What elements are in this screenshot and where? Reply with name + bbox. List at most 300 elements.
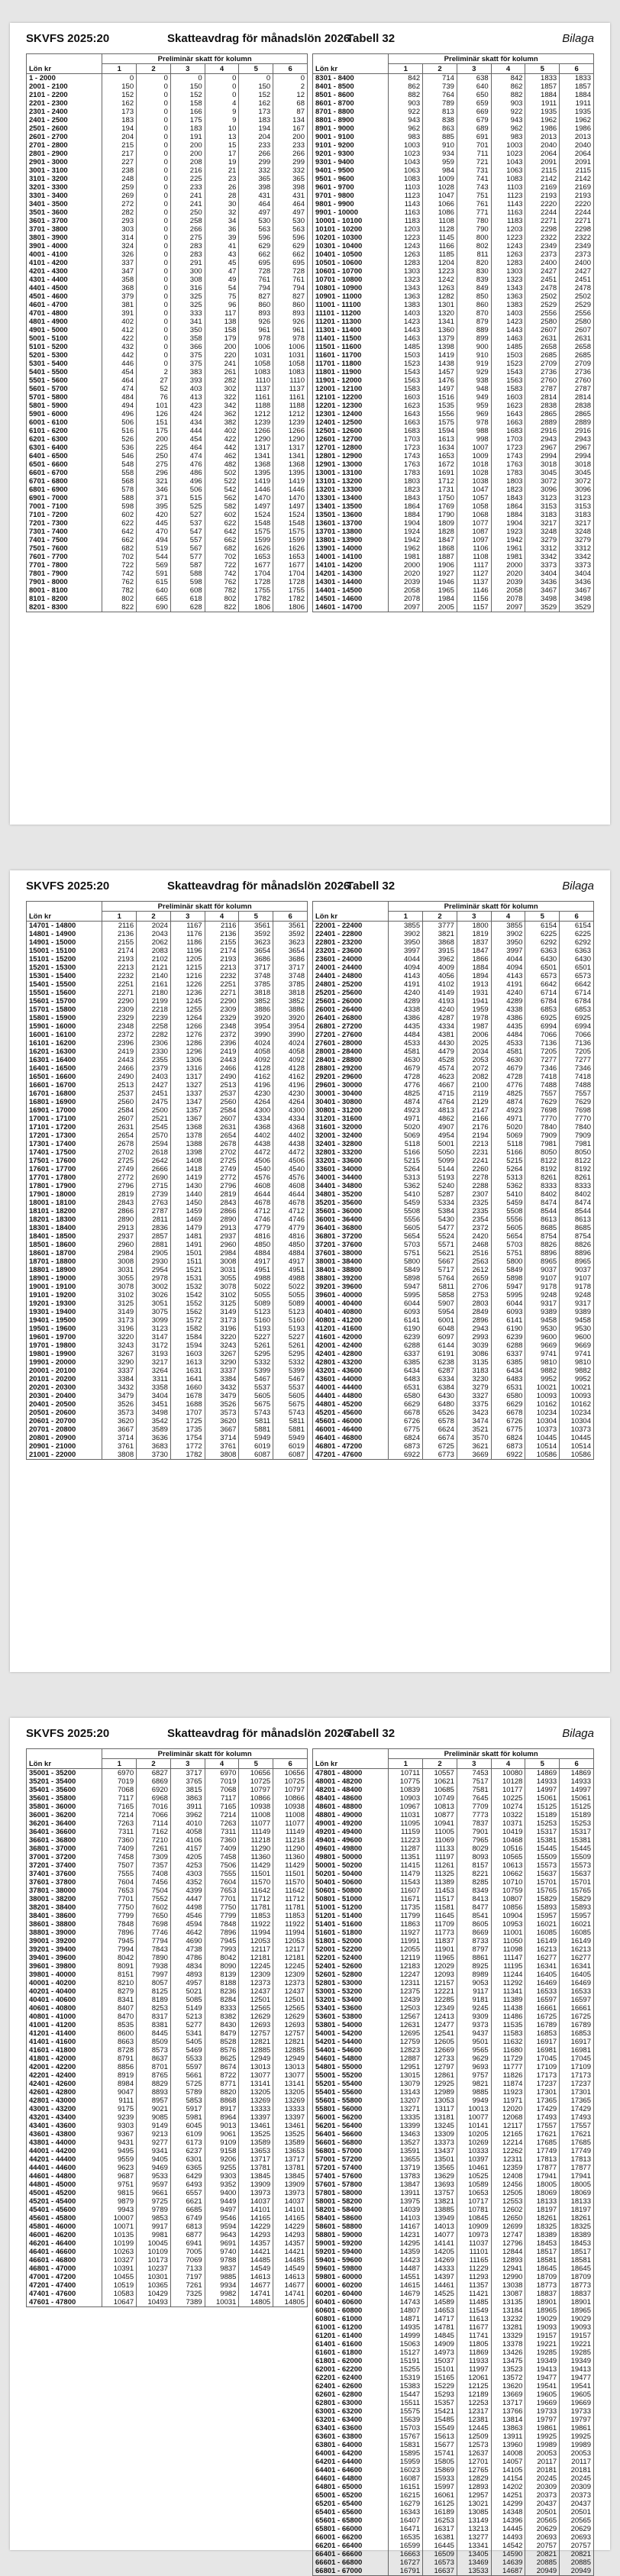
tax-amount-cell: 4479 xyxy=(423,1048,457,1056)
tax-amount-cell: 598 xyxy=(170,578,205,586)
tax-amount-cell: 11197 xyxy=(423,1853,457,1861)
tax-amount-cell: 2020 xyxy=(389,570,423,578)
table-row xyxy=(27,502,308,511)
tax-amount-cell: 7214 xyxy=(102,1811,137,1819)
tax-amount-cell: 15957 xyxy=(560,1912,594,1920)
table-row xyxy=(313,1375,594,1383)
tax-amount-cell: 17109 xyxy=(560,2063,594,2071)
tax-amount-cell: 6190 xyxy=(491,1325,525,1333)
tax-amount-cell: 893 xyxy=(239,309,273,318)
table-row xyxy=(27,1903,308,1912)
tax-amount-cell: 4576 xyxy=(273,1173,308,1182)
income-range-cell: 2301 - 2400 xyxy=(27,108,102,116)
tax-amount-cell: 43 xyxy=(205,250,239,259)
tax-amount-cell: 13245 xyxy=(423,2122,457,2130)
table-row xyxy=(313,250,594,259)
table-row xyxy=(313,444,594,452)
tax-amount-cell: 5149 xyxy=(170,2004,205,2013)
tax-amount-cell: 2244 xyxy=(525,208,560,217)
tax-amount-cell: 0 xyxy=(273,74,308,83)
tax-amount-cell: 12757 xyxy=(239,2029,273,2038)
table-row xyxy=(27,1048,308,1056)
income-range-cell: 58201 - 58400 xyxy=(313,2206,389,2214)
tax-amount-cell: 7698 xyxy=(525,1106,560,1115)
tax-amount-cell: 8965 xyxy=(525,1257,560,1266)
tax-amount-cell: 568 xyxy=(102,477,137,486)
table-row xyxy=(27,1769,308,1778)
tax-amount-cell: 464 xyxy=(239,200,273,208)
income-range-cell: 35801 - 36000 xyxy=(27,1803,102,1811)
tax-amount-cell: 75 xyxy=(205,292,239,301)
income-range-cell: 35001 - 35200 xyxy=(27,1769,102,1778)
tax-amount-cell: 14357 xyxy=(239,2239,273,2248)
tax-amount-cell: 546 xyxy=(102,452,137,460)
tax-amount-cell: 20693 xyxy=(525,2533,560,2542)
tax-amount-cell: 16661 xyxy=(525,2004,560,2013)
tax-amount-cell: 3312 xyxy=(560,544,594,553)
tax-amount-cell: 2943 xyxy=(560,435,594,444)
tax-amount-cell: 19605 xyxy=(525,2390,560,2399)
tax-amount-cell: 11005 xyxy=(423,1828,457,1836)
tax-amount-cell: 983 xyxy=(491,133,525,141)
tax-amount-cell: 19 xyxy=(205,158,239,166)
tax-amount-cell: 12055 xyxy=(389,1945,423,1954)
tax-amount-cell: 7840 xyxy=(525,1123,560,1131)
tax-amount-cell: 7837 xyxy=(457,1819,491,1828)
tax-amount-cell: 17365 xyxy=(525,2097,560,2105)
tax-amount-cell: 6430 xyxy=(423,1392,457,1400)
tax-amount-cell: 11077 xyxy=(239,1819,273,1828)
tax-amount-cell: 423 xyxy=(170,402,205,410)
tax-amount-cell: 18261 xyxy=(560,2214,594,2223)
tax-amount-cell: 0 xyxy=(137,208,171,217)
tax-amount-cell: 10710 xyxy=(491,1878,525,1887)
tax-amount-cell: 1097 xyxy=(457,536,491,544)
tax-amount-cell: 7165 xyxy=(102,1803,137,1811)
tax-amount-cell: 1833 xyxy=(560,74,594,83)
tax-amount-cell: 462 xyxy=(205,452,239,460)
tax-amount-cell: 1163 xyxy=(389,208,423,217)
tax-amount-cell: 446 xyxy=(102,360,137,368)
tax-amount-cell: 11863 xyxy=(389,1920,423,1929)
tax-amount-cell: 4667 xyxy=(423,1081,457,1089)
tax-amount-cell: 14845 xyxy=(423,2332,457,2340)
tax-amount-cell: 1103 xyxy=(491,183,525,192)
tax-amount-cell: 1383 xyxy=(491,301,525,309)
tax-amount-cell: 1683 xyxy=(491,427,525,435)
attachment-badge: Bilaga xyxy=(562,880,594,893)
income-range-cell: 34001 - 34400 xyxy=(313,1173,389,1182)
tax-amount-cell: 1306 xyxy=(170,1056,205,1064)
tax-amount-cell: 11735 xyxy=(389,1903,423,1912)
tax-amount-cell: 183 xyxy=(102,116,137,124)
tax-amount-cell: 208 xyxy=(170,158,205,166)
tax-amount-cell: 1677 xyxy=(239,561,273,570)
tax-amount-cell: 5089 xyxy=(273,1299,308,1308)
tax-amount-cell: 5069 xyxy=(491,1131,525,1140)
tax-amount-cell: 13653 xyxy=(273,2147,308,2155)
tax-amount-cell: 7848 xyxy=(205,1920,239,1929)
income-range-cell: 38401 - 38800 xyxy=(313,1266,389,1274)
tax-amount-cell: 11037 xyxy=(457,2239,491,2248)
tax-amount-cell: 1806 xyxy=(239,603,273,612)
tax-amount-cell: 3526 xyxy=(102,1400,137,1409)
tax-amount-cell: 2373 xyxy=(560,250,594,259)
table-row xyxy=(313,1836,594,1845)
tax-amount-cell: 5800 xyxy=(491,1257,525,1266)
tax-amount-cell: 12117 xyxy=(273,1945,308,1954)
tax-amount-cell: 6580 xyxy=(389,1392,423,1400)
tax-amount-cell: 1043 xyxy=(491,158,525,166)
table-row xyxy=(27,1887,308,1895)
income-range-cell: 16801 - 16900 xyxy=(27,1098,102,1106)
tax-amount-cell: 1978 xyxy=(457,1014,491,1022)
table-row xyxy=(27,158,308,166)
tax-amount-cell: 5477 xyxy=(423,1224,457,1232)
table-row xyxy=(313,1417,594,1425)
tax-amount-cell: 1481 xyxy=(170,1232,205,1241)
income-range-cell: 30001 - 30400 xyxy=(313,1089,389,1098)
tax-amount-cell: 15869 xyxy=(423,2466,457,2474)
tax-amount-cell: 16085 xyxy=(560,1929,594,1937)
tax-amount-cell: 8284 xyxy=(205,1996,239,2004)
tax-amount-cell: 5508 xyxy=(491,1207,525,1215)
tax-amount-cell: 10717 xyxy=(457,2197,491,2206)
tax-amount-cell: 7938 xyxy=(137,1962,171,1971)
tax-amount-cell: 542 xyxy=(205,486,239,494)
income-range-cell: 36401 - 36600 xyxy=(27,1828,102,1836)
income-range-cell: 39401 - 39600 xyxy=(27,1954,102,1962)
table-row xyxy=(313,1098,594,1106)
tax-amount-cell: 16471 xyxy=(389,2525,423,2533)
income-range-cell: 49601 - 49800 xyxy=(313,1845,389,1853)
tax-amount-cell: 4776 xyxy=(389,1081,423,1089)
tax-amount-cell: 266 xyxy=(170,225,205,234)
tax-amount-cell: 10613 xyxy=(491,1861,525,1870)
table-row xyxy=(313,2122,594,2130)
tax-amount-cell: 15893 xyxy=(525,1903,560,1912)
tax-amount-cell: 1643 xyxy=(389,410,423,418)
tax-amount-cell: 1028 xyxy=(457,469,491,477)
tax-amount-cell: 299 xyxy=(239,158,273,166)
tax-amount-cell: 16637 xyxy=(423,2567,457,2576)
table-row xyxy=(313,1014,594,1022)
tax-amount-cell: 2889 xyxy=(525,418,560,427)
tax-amount-cell: 10128 xyxy=(491,1777,525,1786)
tax-amount-cell: 3902 xyxy=(491,930,525,938)
tax-amount-cell: 2290 xyxy=(205,997,239,1006)
table-row xyxy=(313,1442,594,1451)
tax-amount-cell: 11001 xyxy=(491,1929,525,1937)
tax-amount-cell: 496 xyxy=(102,410,137,418)
tax-amount-cell: 13232 xyxy=(491,2315,525,2323)
tax-amount-cell: 4679 xyxy=(491,1064,525,1073)
table-row xyxy=(313,2256,594,2264)
table-row xyxy=(313,301,594,309)
tax-amount-cell: 11389 xyxy=(491,1996,525,2004)
tax-amount-cell: 582 xyxy=(205,502,239,511)
table-row xyxy=(27,292,308,301)
tax-amount-cell: 11799 xyxy=(389,1912,423,1920)
income-range-cell: 64001 - 64200 xyxy=(313,2449,389,2458)
table-row xyxy=(27,1123,308,1131)
tax-amount-cell: 2329 xyxy=(102,1014,137,1022)
tax-amount-cell: 1086 xyxy=(423,208,457,217)
tax-amount-cell: 5144 xyxy=(423,1165,457,1173)
tax-amount-cell: 1599 xyxy=(239,536,273,544)
tax-amount-cell: 5405 xyxy=(170,2038,205,2046)
tax-amount-cell: 5605 xyxy=(273,1392,308,1400)
tax-amount-cell: 8341 xyxy=(102,1996,137,2004)
tax-amount-cell: 179 xyxy=(205,334,239,343)
income-range-cell: 45801 - 46000 xyxy=(27,2223,102,2231)
tax-amount-cell: 11933 xyxy=(457,2357,491,2365)
tax-amount-cell: 2034 xyxy=(457,1048,491,1056)
tax-amount-cell: 5295 xyxy=(273,1350,308,1358)
tax-amount-cell: 0 xyxy=(137,284,171,292)
tax-amount-cell: 8984 xyxy=(102,2080,137,2088)
tax-amount-cell: 6045 xyxy=(170,2122,205,2130)
tax-amount-cell: 1911 xyxy=(560,99,594,108)
tax-amount-cell: 1286 xyxy=(170,1039,205,1048)
income-range-cell: 4201 - 4300 xyxy=(27,267,102,276)
tax-amount-cell: 6087 xyxy=(273,1451,308,1460)
tax-amount-cell: 12061 xyxy=(457,2374,491,2382)
tax-amount-cell: 16789 xyxy=(525,2021,560,2029)
column-number-header: 4 xyxy=(205,64,239,74)
income-range-cell: 62801 - 63000 xyxy=(313,2399,389,2407)
tax-amount-cell: 14613 xyxy=(239,2273,273,2281)
tax-amount-cell: 2064 xyxy=(525,150,560,158)
income-range-cell: 48601 - 48800 xyxy=(313,1803,389,1811)
tax-amount-cell: 13589 xyxy=(239,2139,273,2147)
income-range-cell: 18201 - 18300 xyxy=(27,1215,102,1224)
table-row xyxy=(27,1777,308,1786)
tax-amount-cell: 15381 xyxy=(560,1836,594,1845)
tax-amount-cell: 18005 xyxy=(560,2181,594,2189)
tax-amount-cell: 9181 xyxy=(457,1996,491,2004)
tax-amount-cell: 5410 xyxy=(491,1190,525,1199)
tax-amount-cell: 1018 xyxy=(457,460,491,469)
tax-amount-cell: 1006 xyxy=(273,343,308,351)
tax-amount-cell: 3279 xyxy=(525,536,560,544)
table-row xyxy=(313,402,594,410)
table-row xyxy=(313,99,594,108)
tax-amount-cell: 1931 xyxy=(457,989,491,997)
tax-amount-cell: 1523 xyxy=(491,360,525,368)
tax-amount-cell: 2584 xyxy=(205,1106,239,1115)
tax-amount-cell: 4746 xyxy=(239,1215,273,1224)
tax-amount-cell: 3573 xyxy=(205,1409,239,1417)
tax-amount-cell: 11712 xyxy=(273,1895,308,1903)
income-range-cell: 41401 - 41600 xyxy=(27,2038,102,2046)
tax-amount-cell: 2115 xyxy=(560,166,594,175)
table-row xyxy=(313,124,594,133)
income-range-cell: 20501 - 20600 xyxy=(27,1409,102,1417)
income-range-cell: 37201 - 37600 xyxy=(313,1241,389,1249)
income-range-cell: 42601 - 42800 xyxy=(27,2088,102,2097)
tax-amount-cell: 1927 xyxy=(423,570,457,578)
table-row xyxy=(313,292,594,301)
tax-amount-cell: 13766 xyxy=(491,2407,525,2416)
tax-amount-cell: 326 xyxy=(102,250,137,259)
tax-amount-cell: 12413 xyxy=(423,2013,457,2021)
tax-amount-cell: 6365 xyxy=(170,2164,205,2172)
table-row xyxy=(313,1031,594,1039)
tax-amount-cell: 18389 xyxy=(525,2231,560,2239)
tax-amount-cell: 17301 xyxy=(525,2088,560,2097)
table-row xyxy=(27,1870,308,1878)
table-row xyxy=(27,1442,308,1451)
table-row xyxy=(27,1350,308,1358)
tax-amount-cell: 2193 xyxy=(525,192,560,200)
tax-amount-cell: 13909 xyxy=(239,2181,273,2189)
tax-amount-cell: 3748 xyxy=(273,972,308,980)
tax-amount-cell: 375 xyxy=(170,360,205,368)
tax-amount-cell: 9117 xyxy=(457,1987,491,1996)
income-range-cell: 7001 - 7100 xyxy=(27,502,102,511)
tax-amount-cell: 1884 xyxy=(491,511,525,519)
column-number-header: 5 xyxy=(239,1759,273,1769)
tax-amount-cell: 11244 xyxy=(491,1971,525,1979)
tax-amount-cell: 14103 xyxy=(389,2214,423,2223)
tax-amount-cell: 10397 xyxy=(457,2155,491,2164)
tax-amount-cell: 8765 xyxy=(137,2071,171,2080)
tax-amount-cell: 8479 xyxy=(205,2029,239,2038)
tax-amount-cell: 6044 xyxy=(389,1299,423,1308)
tax-amount-cell: 152 xyxy=(239,91,273,99)
tax-amount-cell: 13143 xyxy=(389,2088,423,2097)
tax-amount-cell: 10813 xyxy=(423,1803,457,1811)
income-range-cell: 4101 - 4200 xyxy=(27,259,102,267)
tax-amount-cell: 4193 xyxy=(423,997,457,1006)
income-range-cell: 13101 - 13200 xyxy=(313,477,389,486)
income-range-cell: 44601 - 44800 xyxy=(27,2172,102,2181)
income-range-cell: 46401 - 46600 xyxy=(27,2248,102,2256)
tax-amount-cell: 476 xyxy=(170,460,205,469)
tax-amount-cell: 12 xyxy=(273,91,308,99)
income-range-cell: 19301 - 19400 xyxy=(27,1308,102,1316)
table-row xyxy=(313,1803,594,1811)
tax-amount-cell: 15317 xyxy=(560,1828,594,1836)
table-row xyxy=(27,234,308,242)
table-row xyxy=(313,1073,594,1081)
tax-amount-cell: 3123 xyxy=(560,494,594,502)
table-row xyxy=(27,486,308,494)
table-row xyxy=(313,586,594,595)
tax-amount-cell: 695 xyxy=(273,259,308,267)
tax-amount-cell: 2556 xyxy=(525,309,560,318)
tax-amount-cell: 1398 xyxy=(170,1148,205,1157)
table-row xyxy=(27,225,308,234)
income-column-header: Lön kr xyxy=(27,1749,102,1769)
income-range-cell: 12001 - 12100 xyxy=(313,385,389,393)
tax-amount-cell: 11050 xyxy=(491,1937,525,1945)
tax-amount-cell: 241 xyxy=(170,200,205,208)
table-row xyxy=(313,2348,594,2357)
tax-amount-cell: 8637 xyxy=(137,2055,171,2063)
tax-amount-cell: 0 xyxy=(137,108,171,116)
tax-amount-cell: 6109 xyxy=(170,2130,205,2139)
table-row xyxy=(27,1022,308,1031)
tax-amount-cell: 6573 xyxy=(560,972,594,980)
tax-amount-cell: 2736 xyxy=(525,368,560,376)
income-range-cell: 37001 - 37200 xyxy=(27,1853,102,1861)
tax-amount-cell: 9810 xyxy=(525,1358,560,1367)
income-range-cell: 60201 - 60400 xyxy=(313,2290,389,2298)
tax-amount-cell: 12247 xyxy=(389,1971,423,1979)
tax-amount-cell: 12567 xyxy=(389,2013,423,2021)
document-id: SKVFS 2025:20 xyxy=(26,32,110,45)
tax-amount-cell: 17813 xyxy=(560,2155,594,2164)
tax-amount-cell: 4498 xyxy=(170,1903,205,1912)
tax-amount-cell: 5099 xyxy=(423,1157,457,1165)
tax-amount-cell: 15 xyxy=(205,141,239,150)
tax-amount-cell: 12759 xyxy=(389,2038,423,2046)
tax-amount-cell: 2803 xyxy=(457,1299,491,1308)
tax-amount-cell: 1403 xyxy=(389,309,423,318)
tax-amount-cell: 516 xyxy=(102,427,137,435)
tax-amount-cell: 191 xyxy=(170,133,205,141)
tax-amount-cell: 1068 xyxy=(457,511,491,519)
tax-amount-cell: 8535 xyxy=(102,2021,137,2029)
tax-amount-cell: 2161 xyxy=(137,980,171,989)
tax-amount-cell: 9085 xyxy=(137,2113,171,2122)
tax-amount-cell: 13038 xyxy=(491,2281,525,2290)
tax-amount-cell: 9109 xyxy=(205,2139,239,2147)
tax-amount-cell: 14154 xyxy=(491,2474,525,2483)
tax-amount-cell: 10647 xyxy=(102,2298,137,2307)
tax-amount-cell: 6384 xyxy=(423,1383,457,1392)
tax-amount-cell: 15573 xyxy=(525,1861,560,1870)
tax-amount-cell: 2937 xyxy=(205,1232,239,1241)
tax-amount-cell: 8090 xyxy=(205,1962,239,1971)
tax-amount-cell: 19541 xyxy=(560,2382,594,2390)
tax-amount-cell: 14997 xyxy=(525,1786,560,1794)
tax-amount-cell: 1443 xyxy=(389,326,423,334)
income-range-cell: 20101 - 20200 xyxy=(27,1375,102,1383)
tax-amount-cell: 17749 xyxy=(560,2147,594,2155)
tax-amount-cell: 4143 xyxy=(389,972,423,980)
table-row xyxy=(313,964,594,972)
tax-amount-cell: 11853 xyxy=(239,1912,273,1920)
tax-amount-cell: 2307 xyxy=(457,1190,491,1199)
tax-amount-cell: 11261 xyxy=(423,1861,457,1870)
tax-amount-cell: 6784 xyxy=(525,997,560,1006)
tax-amount-cell: 8541 xyxy=(457,1912,491,1920)
table-row xyxy=(313,351,594,360)
tax-amount-cell: 2890 xyxy=(102,1215,137,1224)
tax-amount-cell: 12990 xyxy=(491,2273,525,2281)
table-row xyxy=(27,519,308,528)
tax-amount-cell: 272 xyxy=(102,200,137,208)
tax-amount-cell: 13079 xyxy=(389,2080,423,2088)
tax-amount-cell: 16791 xyxy=(389,2567,423,2576)
tax-amount-cell: 17557 xyxy=(560,2122,594,2130)
table-row xyxy=(27,964,308,972)
tax-amount-cell: 482 xyxy=(205,460,239,469)
tax-amount-cell: 2271 xyxy=(205,989,239,997)
tax-amount-cell: 569 xyxy=(137,561,171,570)
tax-amount-cell: 6141 xyxy=(491,1316,525,1325)
tax-amount-cell: 10493 xyxy=(137,2298,171,2307)
tax-amount-cell: 2913 xyxy=(205,1224,239,1232)
income-range-cell: 51201 - 51400 xyxy=(313,1912,389,1920)
tax-amount-cell: 9021 xyxy=(137,2105,171,2113)
tax-amount-cell: 1755 xyxy=(239,586,273,595)
tax-amount-cell: 3765 xyxy=(170,1777,205,1786)
tax-amount-cell: 379 xyxy=(102,292,137,301)
